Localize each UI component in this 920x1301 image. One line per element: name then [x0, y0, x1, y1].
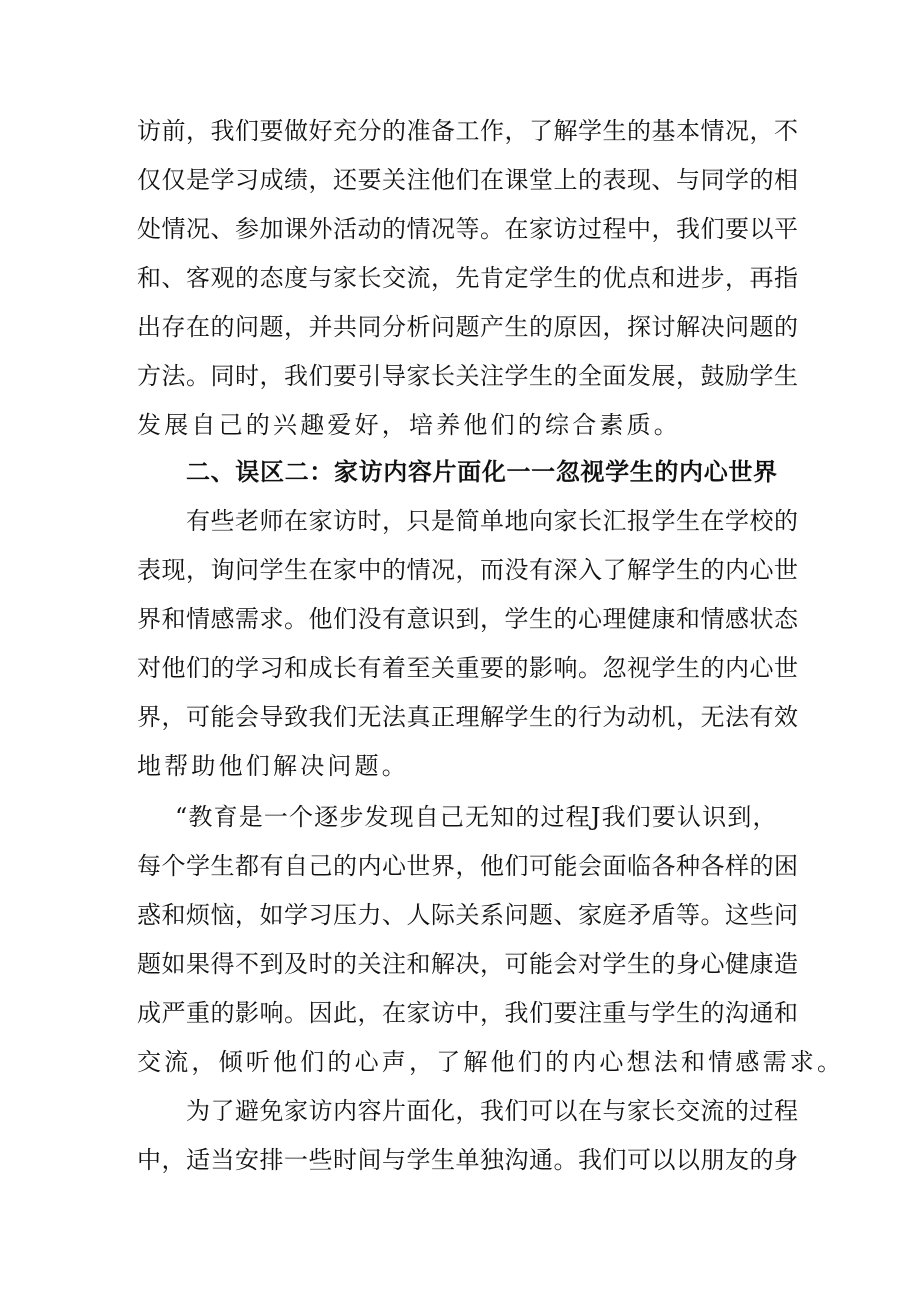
- paragraph-line: 交流，倾听他们的心声，了解他们的内心想法和情感需求。: [137, 1048, 845, 1076]
- paragraph-line: 表现，询问学生在家中的情况，而没有深入了解学生的内心世: [137, 556, 799, 584]
- paragraph-line: 有些老师在家访时，只是简单地向家长汇报学生在学校的: [186, 507, 799, 535]
- paragraph-line: 界，可能会导致我们无法真正理解学生的行为动机，无法有效: [137, 703, 799, 731]
- paragraph-line: 地帮助他们解决问题。: [137, 752, 409, 780]
- paragraph-line: 仅仅是学习成绩，还要关注他们在课堂上的表现、与同学的相: [137, 166, 799, 194]
- paragraph-line: 发展自己的兴趣爱好，培养他们的综合素质。: [137, 411, 681, 439]
- section-heading: 二、误区二：家访内容片面化一一忽视学生的内心世界: [186, 458, 777, 486]
- paragraph-line: 界和情感需求。他们没有意识到，学生的心理健康和情感状态: [137, 605, 799, 633]
- paragraph-line: 中，适当安排一些时间与学生单独沟通。我们可以以朋友的身: [137, 1146, 799, 1174]
- paragraph-line: 处情况、参加课外活动的情况等。在家访过程中，我们要以平: [137, 215, 799, 243]
- paragraph-line: 出存在的问题，并共同分析问题产生的原因，探讨解决问题的: [137, 313, 799, 341]
- paragraph-line: 为了避免家访内容片面化，我们可以在与家长交流的过程: [186, 1097, 799, 1125]
- paragraph-line: 访前，我们要做好充分的准备工作，了解学生的基本情况，不: [137, 117, 799, 145]
- paragraph-line: 题如果得不到及时的关注和解决，可能会对学生的身心健康造: [137, 950, 799, 978]
- paragraph-line: 成严重的影响。因此，在家访中，我们要注重与学生的沟通和: [137, 999, 799, 1027]
- paragraph-line: 惑和烦恼，如学习压力、人际关系问题、家庭矛盾等。这些问: [137, 901, 799, 929]
- paragraph-line: 方法。同时，我们要引导家长关注学生的全面发展，鼓励学生: [137, 362, 799, 390]
- paragraph-line: 对他们的学习和成长有着至关重要的影响。忽视学生的内心世: [137, 654, 799, 682]
- paragraph-line: “教育是一个逐步发现自己无知的过程J我们要认识到，: [175, 803, 777, 831]
- paragraph-line: 每个学生都有自己的内心世界，他们可能会面临各种各样的困: [137, 852, 799, 880]
- paragraph-line: 和、客观的态度与家长交流，先肯定学生的优点和进步，再指: [137, 264, 799, 292]
